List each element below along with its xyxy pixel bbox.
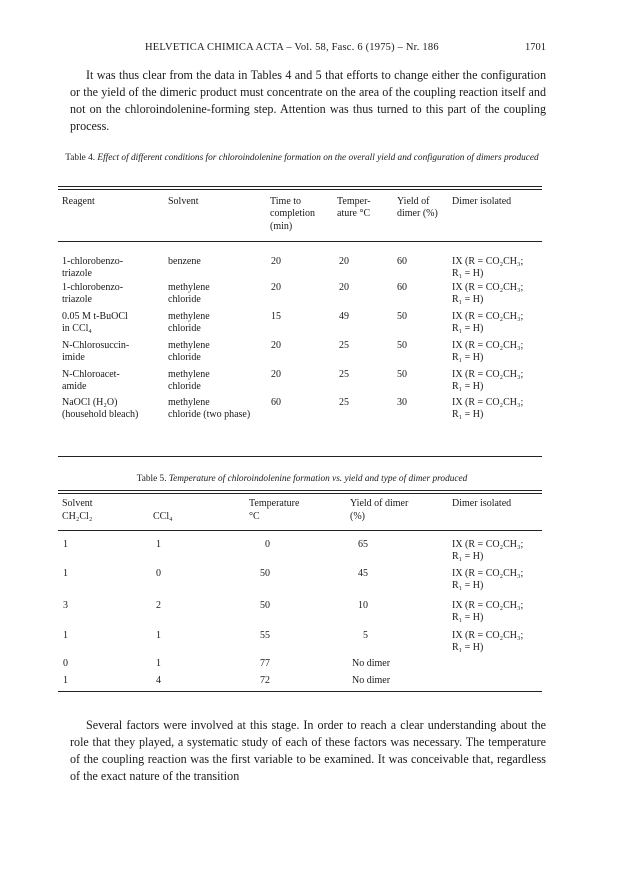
t5-temp: 72 xyxy=(260,675,270,686)
t4-dimer-line2: R₁ = H) xyxy=(452,352,484,364)
t5-yield: 10 xyxy=(358,600,368,611)
final-text: Several factors were involved at this stage. In order to reach a clear understanding about the role that they played, a systematic study of each of these factors was necessary. The temperature of the coupling reaction was the first variable to be examined. It was conceivable that, regardless of the exact nature of the transition xyxy=(70,718,546,784)
journal-header: HELVETICA CHIMICA ACTA – Vol. 58, Fasc. 6 (1975) – Nr. 186 xyxy=(145,42,439,53)
t5-ccl4: 1 xyxy=(156,630,161,641)
t5-ch2cl2: 1 xyxy=(63,630,68,641)
t4-header-temp: Temper-ature °C xyxy=(337,196,371,220)
t5-ch2cl2: 3 xyxy=(63,600,68,611)
t4-solvent-line2: chloride xyxy=(168,381,201,393)
table4-top-rule-2 xyxy=(58,189,542,190)
t5-ch2cl2: 1 xyxy=(63,568,68,579)
t4-reagent-line1: N-Chloroacet- xyxy=(62,369,120,380)
t4-header-yield: Yield of dimer (%) xyxy=(397,196,438,220)
final-paragraph xyxy=(70,717,546,785)
intro-text: It was thus clear from the data in Tables 4 and 5 that efforts to change either the configuration or the yield of the dimeric product must concentrate on the area of the coupling reaction itself and not on the chloroindolenine-forming step. Attention was thus turned to this part of the coupling process. xyxy=(70,68,546,134)
t5-dimer-line2: R₁ = H) xyxy=(452,551,484,563)
table4-caption xyxy=(62,152,542,164)
t4-reagent-line2: in CCl₄ xyxy=(62,323,92,335)
t4-temp: 25 xyxy=(339,369,349,380)
t5-temp: 50 xyxy=(260,568,270,579)
t4-solvent-line1: benzene xyxy=(168,256,201,267)
t4-yield: 30 xyxy=(397,397,407,408)
t4-yield: 60 xyxy=(397,256,407,267)
t5-header-yield: Yield of dimer xyxy=(350,498,409,509)
t4-dimer-line1: IX (R = CO₂CH₃; xyxy=(452,369,524,380)
t5-ccl4: 1 xyxy=(156,539,161,550)
t5-dimer-line1: IX (R = CO₂CH₃; xyxy=(452,630,524,641)
table5-caption xyxy=(62,473,542,485)
table5-caption-text: Temperature of chloroindolenine formation vs. yield and type of dimer produced xyxy=(168,474,468,484)
t4-solvent-line2: chloride xyxy=(168,323,201,335)
table5-top-rule xyxy=(58,490,542,491)
t5-dimer-line1: IX (R = CO₂CH₃; xyxy=(452,539,524,550)
t4-dimer-line1: IX (R = CO₂CH₃; xyxy=(452,282,524,293)
t4-solvent-line1: methylene xyxy=(168,311,210,322)
t5-header-dimer: Dimer isolated xyxy=(452,498,512,509)
t4-time: 60 xyxy=(271,397,281,408)
t4-temp: 25 xyxy=(339,340,349,351)
t4-temp: 20 xyxy=(339,282,349,293)
t5-ch2cl2: 1 xyxy=(63,675,68,686)
table4-bottom-rule xyxy=(58,456,542,457)
t4-time: 15 xyxy=(271,311,281,322)
table4-header-rule xyxy=(58,241,542,242)
t5-dimer-line2: R₁ = H) xyxy=(452,612,484,624)
t5-ccl4: 4 xyxy=(156,675,161,686)
t5-ccl4: 1 xyxy=(156,658,161,669)
t4-dimer-line2: R₁ = H) xyxy=(452,381,484,393)
t5-header-ccl4: CCl₄ xyxy=(153,511,173,522)
t5-dimer-line1: IX (R = CO₂CH₃; xyxy=(452,568,524,579)
t5-header-temperature: Temperature xyxy=(249,498,300,509)
t4-reagent-line1: 1-chlorobenzo- xyxy=(62,282,124,293)
intro-paragraph xyxy=(70,67,546,135)
t4-temp: 20 xyxy=(339,256,349,267)
t4-header-reagent: Reagent xyxy=(62,196,95,207)
table5-header-rule xyxy=(58,530,542,531)
t4-dimer-line2: R₁ = H) xyxy=(452,323,484,335)
t5-temp: 77 xyxy=(260,658,270,669)
t4-solvent-line1: methylene xyxy=(168,397,210,408)
t4-header-solvent: Solvent xyxy=(168,196,199,207)
t4-time: 20 xyxy=(271,340,281,351)
t5-dimer-line1: IX (R = CO₂CH₃; xyxy=(452,600,524,611)
page-number: 1701 xyxy=(525,42,546,53)
t5-ch2cl2: 1 xyxy=(63,539,68,550)
t5-ccl4: 0 xyxy=(156,568,161,579)
t4-solvent-line2: chloride xyxy=(168,294,201,306)
t5-header-degC: °C xyxy=(249,511,260,522)
t4-reagent-line2: (household bleach) xyxy=(62,409,139,421)
t5-header-solvent: Solvent xyxy=(62,498,93,509)
t4-solvent-line1: methylene xyxy=(168,340,210,351)
table4-top-rule xyxy=(58,186,542,187)
t5-ccl4: 2 xyxy=(156,600,161,611)
t4-temp: 25 xyxy=(339,397,349,408)
t5-yield: No dimer xyxy=(352,658,391,669)
t5-header-percent: (%) xyxy=(350,511,365,522)
t5-temp: 50 xyxy=(260,600,270,611)
t4-solvent-line2: chloride xyxy=(168,352,201,364)
table4-caption-text: Effect of different conditions for chloroindolenine formation on the overall yield and configuration of dimers produced xyxy=(97,153,539,163)
t4-reagent-line2: amide xyxy=(62,381,87,393)
t5-dimer-line2: R₁ = H) xyxy=(452,642,484,654)
t4-header-time: Time to completion (min) xyxy=(270,196,315,232)
t4-yield: 50 xyxy=(397,340,407,351)
t5-temp: 55 xyxy=(260,630,270,641)
t4-reagent-line1: NaOCl (H₂O) xyxy=(62,397,118,408)
t4-solvent-line2: chloride (two phase) xyxy=(168,409,251,421)
t4-time: 20 xyxy=(271,369,281,380)
t5-dimer-line2: R₁ = H) xyxy=(452,580,484,592)
t4-reagent-line2: triazole xyxy=(62,294,92,306)
t4-reagent-line1: N-Chlorosuccin- xyxy=(62,340,130,351)
table5-top-rule-2 xyxy=(58,493,542,494)
table4-caption-label: Table 4. xyxy=(65,153,96,163)
t4-yield: 50 xyxy=(397,369,407,380)
t4-reagent-line2: triazole xyxy=(62,268,92,280)
t4-dimer-line2: R₁ = H) xyxy=(452,409,484,421)
t4-yield: 60 xyxy=(397,282,407,293)
t4-temp: 49 xyxy=(339,311,349,322)
t4-dimer-line1: IX (R = CO₂CH₃; xyxy=(452,340,524,351)
t5-yield: No dimer xyxy=(352,675,391,686)
t4-dimer-line1: IX (R = CO₂CH₃; xyxy=(452,397,524,408)
t4-time: 20 xyxy=(271,256,281,267)
t4-dimer-line1: IX (R = CO₂CH₃; xyxy=(452,256,524,267)
t4-yield: 50 xyxy=(397,311,407,322)
t5-yield: 65 xyxy=(358,539,368,550)
t4-reagent-line1: 0.05 M t-BuOCl xyxy=(62,311,128,322)
t4-solvent-line1: methylene xyxy=(168,369,210,380)
t4-solvent-line1: methylene xyxy=(168,282,210,293)
t4-dimer-line2: R₁ = H) xyxy=(452,294,484,306)
t5-yield: 45 xyxy=(358,568,368,579)
t5-ch2cl2: 0 xyxy=(63,658,68,669)
t4-dimer-line2: R₁ = H) xyxy=(452,268,484,280)
t4-reagent-line1: 1-chlorobenzo- xyxy=(62,256,124,267)
table5-bottom-rule xyxy=(58,691,542,692)
t4-reagent-line2: imide xyxy=(62,352,85,364)
t5-temp: 0 xyxy=(265,539,270,550)
t5-yield: 5 xyxy=(363,630,368,641)
t4-time: 20 xyxy=(271,282,281,293)
table5-caption-label: Table 5. xyxy=(136,474,167,484)
t4-dimer-line1: IX (R = CO₂CH₃; xyxy=(452,311,524,322)
t4-header-dimer: Dimer isolated xyxy=(452,196,512,207)
t5-header-ch2cl2: CH₂Cl₂ xyxy=(62,511,93,522)
